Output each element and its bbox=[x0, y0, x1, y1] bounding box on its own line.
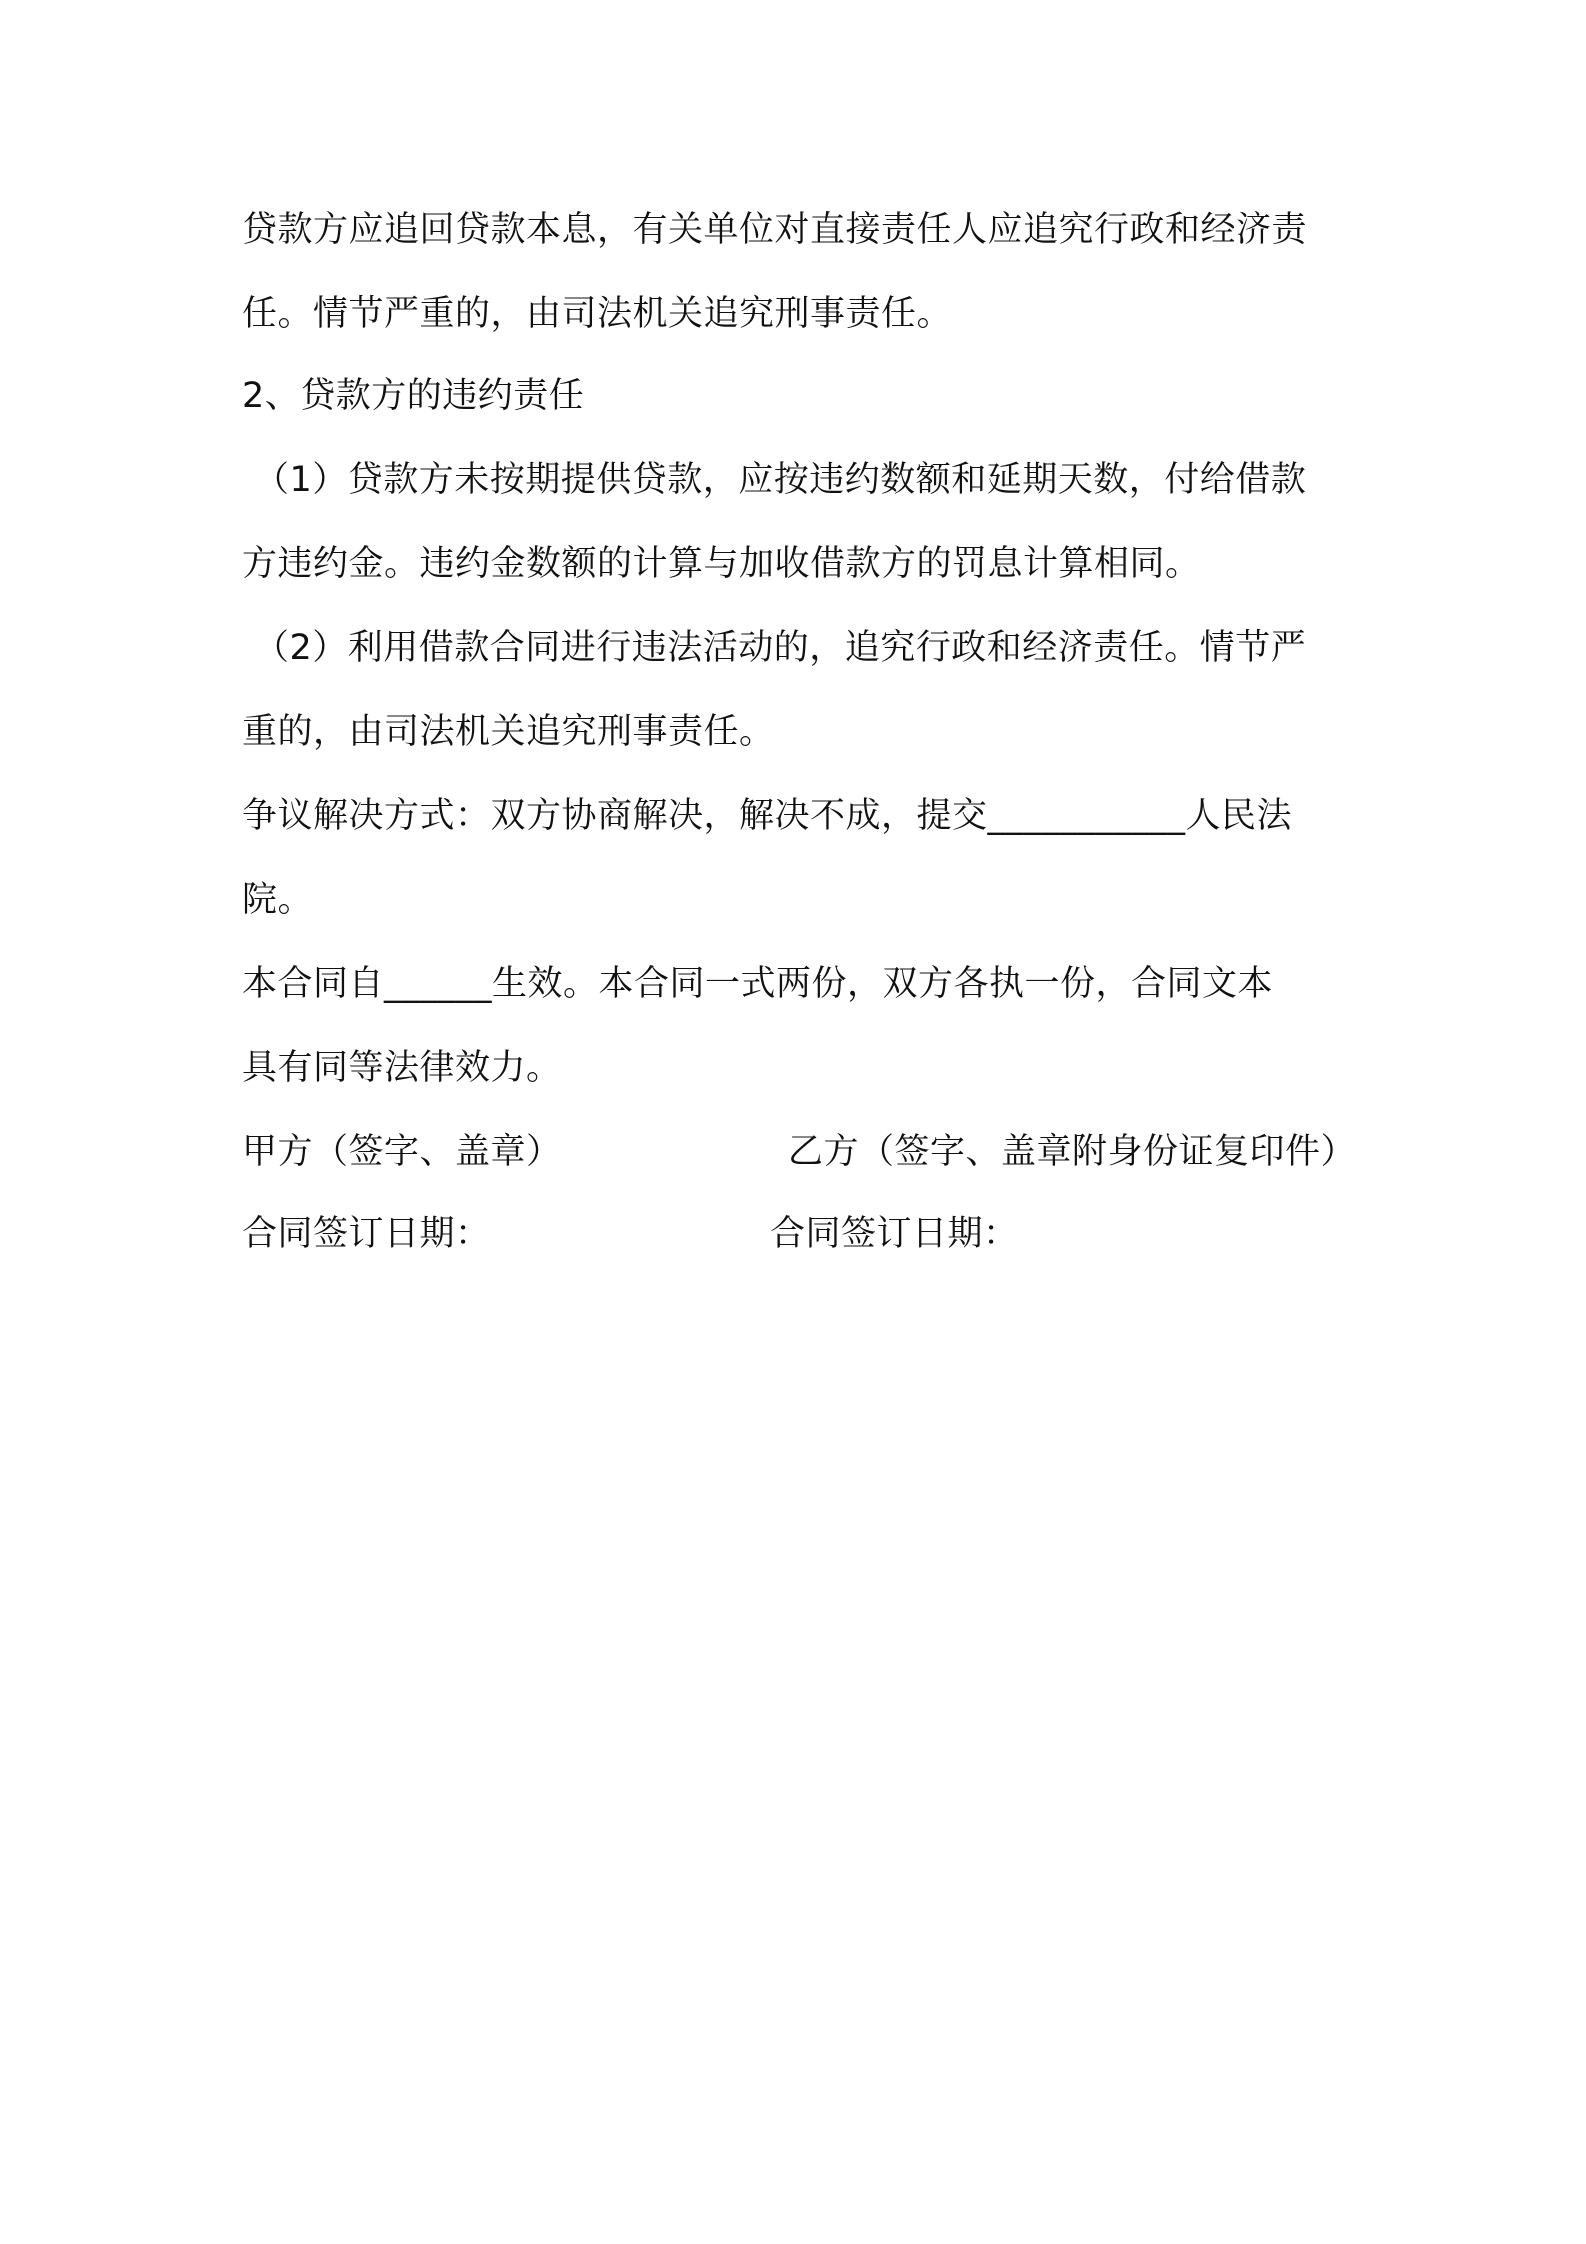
clause-1-line-2: 方违约金。违约金数额的计算与加收借款方的罚息计算相同。 bbox=[242, 544, 1201, 584]
clause-2-line-2: 重的，由司法机关追究刑事责任。 bbox=[242, 712, 775, 752]
party-b-date-label: 合同签订日期： bbox=[770, 1214, 1019, 1254]
party-b-signature-label: 乙方（签字、盖章附身份证复印件） bbox=[788, 1132, 1357, 1172]
dispute-resolution-line-2: 院。 bbox=[242, 880, 314, 920]
clause-2-line-1: （2）利用借款合同进行违法活动的，追究行政和经济责任。情节严 bbox=[254, 628, 1307, 668]
dispute-resolution-line-1: 争议解决方式：双方协商解决，解决不成，提交___________人民法 bbox=[242, 796, 1293, 836]
effective-clause-line-1: 本合同自______生效。本合同一式两份，双方各执一份，合同文本 bbox=[242, 964, 1274, 1004]
party-a-date-label: 合同签订日期： bbox=[242, 1214, 491, 1254]
clause-1-line-1: （1）贷款方未按期提供贷款，应按违约数额和延期天数，付给借款 bbox=[254, 460, 1307, 500]
section-heading: 2、贷款方的违约责任 bbox=[242, 376, 585, 416]
paragraph-line-2: 任。情节严重的，由司法机关追究刑事责任。 bbox=[242, 294, 953, 334]
effective-clause-line-2: 具有同等法律效力。 bbox=[242, 1048, 562, 1088]
paragraph-line-1: 贷款方应追回贷款本息，有关单位对直接责任人应追究行政和经济责 bbox=[242, 210, 1308, 250]
party-a-signature-label: 甲方（签字、盖章） bbox=[242, 1132, 562, 1172]
